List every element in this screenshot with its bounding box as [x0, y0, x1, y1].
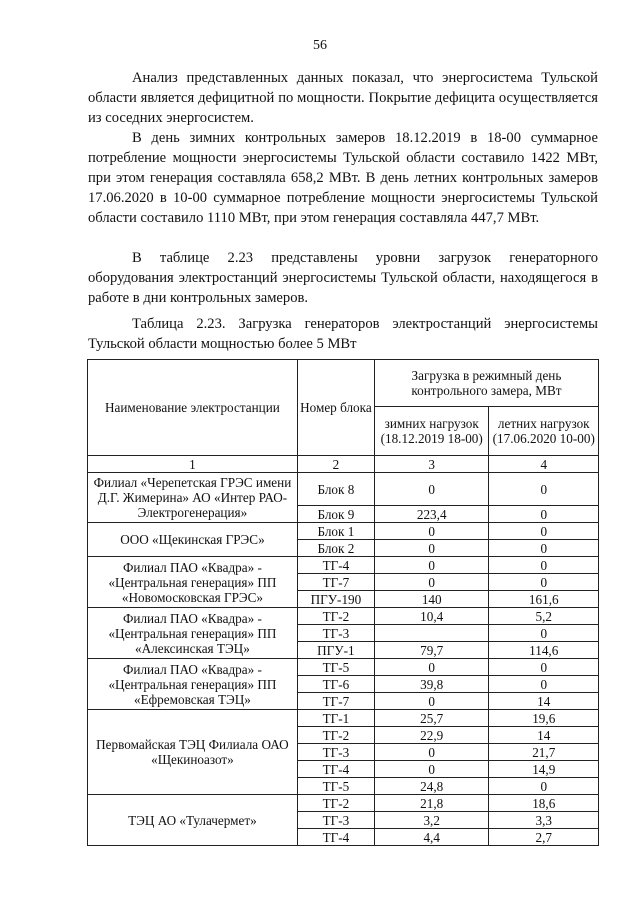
table-row: [88, 710, 599, 727]
summer-load: 0: [489, 659, 599, 676]
unit-number: Блок 2: [297, 540, 374, 557]
header-summer: летних нагрузок (17.06.2020 10-00): [489, 407, 599, 456]
winter-load: 0: [374, 557, 489, 574]
paragraph-text: Анализ представленных данных показал, что энергосистема Тульской области является дефицитной по мощности. Покрытие дефицита осуществляется из соседних энергосистем.: [88, 70, 598, 126]
paragraph-text: В таблице 2.23 представлены уровни загрузок генераторного оборудования электростанций энергосистемы Тульской области, находящегося в работе в дни контрольных замеров.: [88, 250, 598, 306]
paragraph-measurements: [88, 128, 598, 228]
winter-load: 39,8: [374, 676, 489, 693]
station-name: ООО «Щекинская ГРЭС»: [88, 523, 298, 557]
unit-number: ТГ-7: [297, 693, 374, 710]
winter-load: 0: [374, 473, 489, 506]
table-row: [88, 523, 599, 540]
station-name: ТЭЦ АО «Тулачермет»: [88, 795, 298, 846]
unit-number: ТГ-2: [297, 727, 374, 744]
summer-load: 161,6: [489, 591, 599, 608]
winter-load: 10,4: [374, 608, 489, 625]
station-name: Филиал ПАО «Квадра» - «Центральная генерация» ПП «Алексинская ТЭЦ»: [88, 608, 298, 659]
summer-load: 3,3: [489, 812, 599, 829]
summer-load: 5,2: [489, 608, 599, 625]
unit-number: ТГ-5: [297, 659, 374, 676]
unit-number: ТГ-4: [297, 829, 374, 846]
unit-number: ТГ-5: [297, 778, 374, 795]
header-winter: зимних нагрузок (18.12.2019 18-00): [374, 407, 489, 456]
unit-number: ТГ-4: [297, 761, 374, 778]
unit-number: Блок 9: [297, 506, 374, 523]
summer-load: 0: [489, 540, 599, 557]
unit-number: ПГУ-1: [297, 642, 374, 659]
winter-load: 22,9: [374, 727, 489, 744]
summer-load: 21,7: [489, 744, 599, 761]
summer-load: 0: [489, 778, 599, 795]
winter-load: 0: [374, 744, 489, 761]
table-caption: [88, 314, 598, 354]
unit-number: ТГ-3: [297, 812, 374, 829]
table-row: [88, 473, 599, 506]
unit-number: ТГ-6: [297, 676, 374, 693]
unit-number: Блок 1: [297, 523, 374, 540]
winter-load: 223,4: [374, 506, 489, 523]
paragraph-text: В день зимних контрольных замеров 18.12.2019 в 18-00 суммарное потребление мощности энергосистемы Тульской области составило 1422 МВт, при этом генерация составляла 658,2 МВт. В день летних контрольных замеров 17.06.2020 в 10-00 суммарное потребление мощности энергосистемы Тульской области составило 1110 МВт, при этом генерация составляла 447,7 МВт.: [88, 130, 598, 226]
winter-load: 0: [374, 659, 489, 676]
winter-load: 21,8: [374, 795, 489, 812]
winter-load: 4,4: [374, 829, 489, 846]
summer-load: 0: [489, 473, 599, 506]
summer-load: 14: [489, 693, 599, 710]
table-row: [88, 557, 599, 574]
station-name: Филиал ПАО «Квадра» - «Центральная генерация» ПП «Ефремовская ТЭЦ»: [88, 659, 298, 710]
page-number: 56: [313, 38, 327, 53]
paragraph-deficit: [88, 68, 598, 128]
table-row: [88, 659, 599, 676]
winter-load: 0: [374, 693, 489, 710]
summer-load: 0: [489, 506, 599, 523]
header-load-group: Загрузка в режимный день контрольного замера, МВт: [374, 360, 598, 407]
station-name: Филиал «Черепетская ГРЭС имени Д.Г. Жимерина» АО «Интер РАО-Электрогенерация»: [88, 473, 298, 523]
summer-load: 0: [489, 557, 599, 574]
station-name: Филиал ПАО «Квадра» - «Центральная генерация» ПП «Новомосковская ГРЭС»: [88, 557, 298, 608]
column-number: 2: [297, 456, 374, 473]
summer-load: 19,6: [489, 710, 599, 727]
winter-load: 3,2: [374, 812, 489, 829]
column-number: 4: [489, 456, 599, 473]
summer-load: 114,6: [489, 642, 599, 659]
winter-load: 79,7: [374, 642, 489, 659]
unit-number: ТГ-2: [297, 608, 374, 625]
winter-load: 140: [374, 591, 489, 608]
unit-number: ТГ-4: [297, 557, 374, 574]
summer-load: 0: [489, 574, 599, 591]
winter-load: 0: [374, 523, 489, 540]
unit-number: Блок 8: [297, 473, 374, 506]
station-name: Первомайская ТЭЦ Филиала ОАО «Щекиноазот»: [88, 710, 298, 795]
winter-load: 25,7: [374, 710, 489, 727]
header-unit: Номер блока: [297, 360, 374, 456]
table-caption-text: Таблица 2.23. Загрузка генераторов электростанций энергосистемы Тульской области мощностью более 5 МВт: [88, 316, 598, 352]
summer-load: 0: [489, 676, 599, 693]
unit-number: ТГ-3: [297, 744, 374, 761]
column-number: 1: [88, 456, 298, 473]
summer-load: 14: [489, 727, 599, 744]
generator-load-table: [87, 359, 599, 846]
unit-number: ТГ-1: [297, 710, 374, 727]
unit-number: ТГ-3: [297, 625, 374, 642]
unit-number: ТГ-7: [297, 574, 374, 591]
column-number: 3: [374, 456, 489, 473]
table-row: [88, 608, 599, 625]
unit-number: ПГУ-190: [297, 591, 374, 608]
table-row: [88, 795, 599, 812]
summer-load: 18,6: [489, 795, 599, 812]
winter-load: 0: [374, 540, 489, 557]
winter-load: [374, 625, 489, 642]
unit-number: ТГ-2: [297, 795, 374, 812]
winter-load: 0: [374, 574, 489, 591]
summer-load: 0: [489, 625, 599, 642]
winter-load: 24,8: [374, 778, 489, 795]
header-station: Наименование электростанции: [88, 360, 298, 456]
summer-load: 2,7: [489, 829, 599, 846]
winter-load: 0: [374, 761, 489, 778]
summer-load: 14,9: [489, 761, 599, 778]
summer-load: 0: [489, 523, 599, 540]
paragraph-table-intro: [88, 248, 598, 308]
